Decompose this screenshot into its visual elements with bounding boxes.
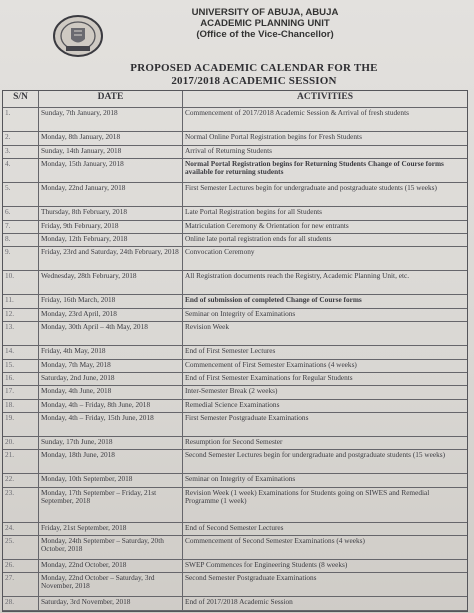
row-sn: 8. [3,234,39,247]
row-date: Friday, 21st September, 2018 [39,523,183,536]
row-activity: Normal Portal Registration begins for Returning Students Change of Course forms available for returning students [183,159,467,183]
row-activity: Late Portal Registration begins for all Students [183,207,467,220]
row-sn: 5. [3,183,39,207]
row-date: Friday, 9th February, 2018 [39,221,183,234]
row-sn: 24. [3,523,39,536]
row-date: Monday, 22nd October – Saturday, 3rd November, 2018 [39,573,183,597]
university-name: UNIVERSITY OF ABUJA, ABUJA [191,7,339,18]
row-sn: 19. [3,413,39,437]
row-activity: Normal Online Portal Registration begins for Fresh Students [183,132,467,145]
row-activity: Online late portal registration ends for all students [183,234,467,247]
row-date: Sunday, 7th January, 2018 [39,108,183,132]
row-date: Sunday, 14th January, 2018 [39,146,183,159]
row-sn: 9. [3,247,39,271]
row-activity: End of First Semester Lectures [183,346,467,359]
row-date: Monday, 10th September, 2018 [39,474,183,487]
row-date: Monday, 4th June, 2018 [39,386,183,399]
row-date: Monday, 7th May, 2018 [39,360,183,373]
row-date: Monday, 4th – Friday, 8th June, 2018 [39,400,183,413]
row-date: Monday, 18th June, 2018 [39,450,183,474]
header-date: DATE [39,91,183,108]
row-activity: Commencement of Second Semester Examinations (4 weeks) [183,536,467,560]
row-sn: 20. [3,437,39,450]
row-activity: End of Second Semester Lectures [183,523,467,536]
row-sn: 7. [3,221,39,234]
row-date: Monday, 24th September – Saturday, 20th October, 2018 [39,536,183,560]
row-date: Monday, 17th September – Friday, 21st September, 2018 [39,488,183,523]
row-sn: 27. [3,573,39,597]
row-activity: Second Semester Lectures begin for undergraduate and postgraduate students (15 weeks) [183,450,467,474]
header-sn: S/N [3,91,39,108]
row-activity: Second Semester Postgraduate Examinations [183,573,467,597]
unit-name: ACADEMIC PLANNING UNIT [200,18,330,29]
row-date: Friday, 16th March, 2018 [39,295,183,308]
row-date: Saturday, 3rd November, 2018 [39,597,183,610]
row-date: Friday, 4th May, 2018 [39,346,183,359]
row-activity: End of 2017/2018 Academic Session [183,597,467,610]
row-date: Friday, 23rd and Saturday, 24th February, 2018 [39,247,183,271]
row-activity: First Semester Postgraduate Examinations [183,413,467,437]
row-date: Saturday, 2nd June, 2018 [39,373,183,386]
row-sn: 21. [3,450,39,474]
row-date: Monday, 12th February, 2018 [39,234,183,247]
row-activity: First Semester Lectures begin for undergraduate and postgraduate students (15 weeks) [183,183,467,207]
row-sn: 2. [3,132,39,145]
row-sn: 10. [3,271,39,295]
row-sn: 23. [3,488,39,523]
title-line-2: 2017/2018 ACADEMIC SESSION [171,75,337,87]
row-activity: Inter-Semester Break (2 weeks) [183,386,467,399]
row-sn: 17. [3,386,39,399]
row-date: Wednesday, 28th February, 2018 [39,271,183,295]
row-date: Monday, 22nd January, 2018 [39,183,183,207]
row-date: Monday, 22nd October, 2018 [39,560,183,573]
row-sn: 25. [3,536,39,560]
row-date: Monday, 30th April – 4th May, 2018 [39,322,183,346]
row-activity: Seminar on Integrity of Examinations [183,474,467,487]
row-date: Monday, 15th January, 2018 [39,159,183,183]
row-sn: 18. [3,400,39,413]
row-sn: 15. [3,360,39,373]
row-activity: Commencement of First Semester Examinations (4 weeks) [183,360,467,373]
row-sn: 12. [3,309,39,322]
row-sn: 4. [3,159,39,183]
row-sn: 1. [3,108,39,132]
row-sn: 3. [3,146,39,159]
row-date: Monday, 8th January, 2018 [39,132,183,145]
row-activity: SWEP Commences for Engineering Students (8 weeks) [183,560,467,573]
header-activities: ACTIVITIES [183,91,467,108]
row-date: Monday, 4th – Friday, 15th June, 2018 [39,413,183,437]
row-sn: 13. [3,322,39,346]
row-date: Sunday, 17th June, 2018 [39,437,183,450]
row-activity: Commencement of 2017/2018 Academic Session & Arrival of fresh students [183,108,467,132]
office-name: (Office of the Vice-Chancellor) [196,29,334,40]
row-activity: Arrival of Returning Students [183,146,467,159]
row-activity: Convocation Ceremony [183,247,467,271]
row-activity: Revision Week [183,322,467,346]
row-sn: 26. [3,560,39,573]
university-crest-icon [52,14,104,58]
row-activity: All Registration documents reach the Registry, Academic Planning Unit, etc. [183,271,467,295]
row-sn: 11. [3,295,39,308]
row-sn: 22. [3,474,39,487]
row-sn: 14. [3,346,39,359]
row-activity: Resumption for Second Semester [183,437,467,450]
row-activity: Remedial Science Examinations [183,400,467,413]
title-line-1: PROPOSED ACADEMIC CALENDAR FOR THE [130,62,378,74]
row-date: Monday, 23rd April, 2018 [39,309,183,322]
row-activity: Matriculation Ceremony & Orientation for new entrants [183,221,467,234]
row-date: Thursday, 8th February, 2018 [39,207,183,220]
row-activity: End of First Semester Examinations for Regular Students [183,373,467,386]
row-sn: 16. [3,373,39,386]
document-title [104,62,404,88]
row-sn: 6. [3,207,39,220]
row-activity: End of submission of completed Change of Course forms [183,295,467,308]
row-activity: Seminar on Integrity of Examinations [183,309,467,322]
row-activity: Revision Week (1 week) Examinations for Students going on SIWES and Remedial Programme (1 week) [183,488,467,523]
calendar-table [2,90,468,612]
document-header [150,7,380,40]
row-sn: 28. [3,597,39,610]
